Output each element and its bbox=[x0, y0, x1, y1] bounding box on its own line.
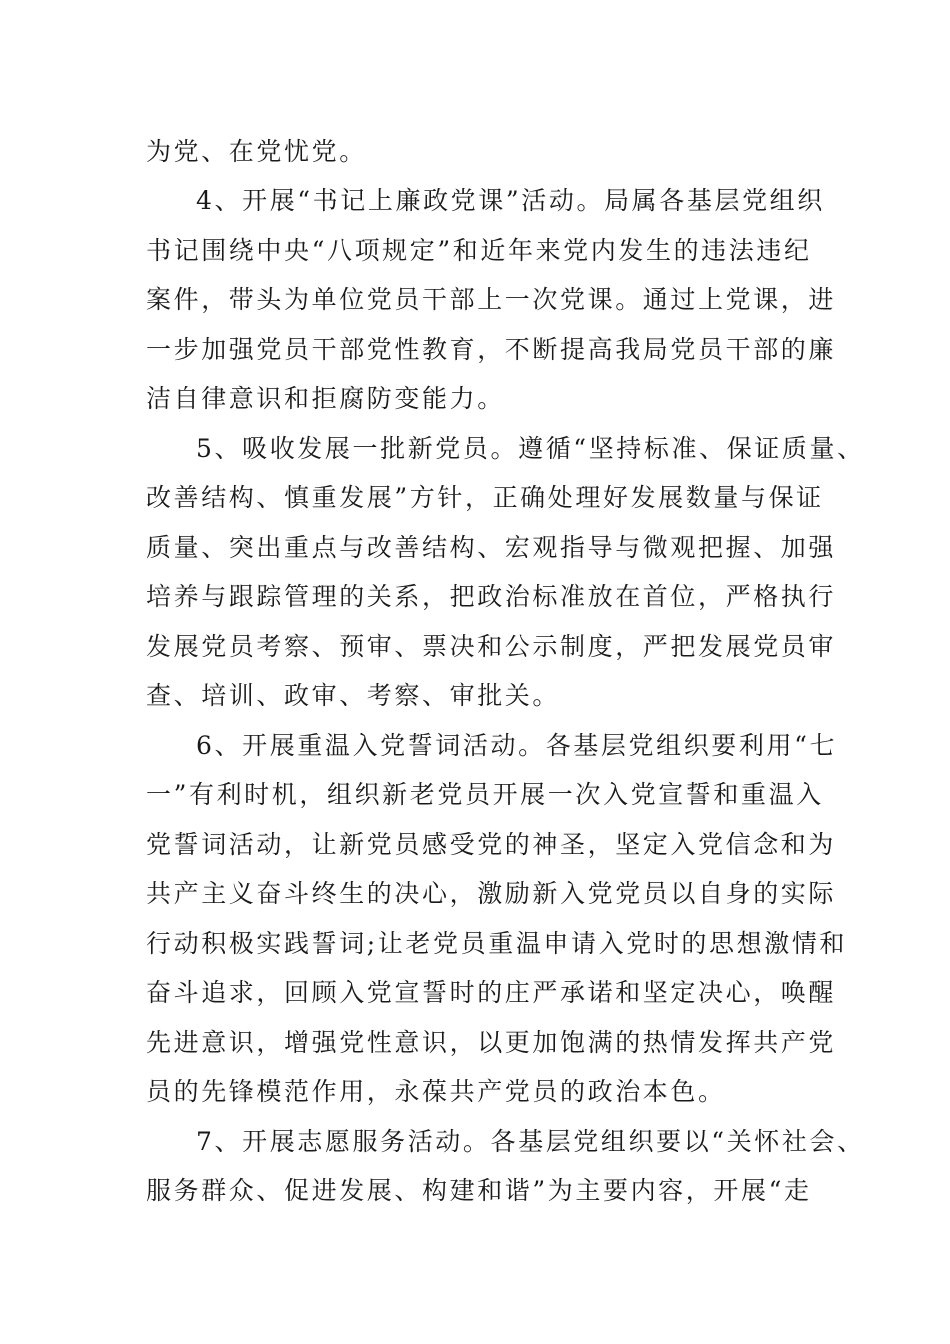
text-line: 行动积极实践誓词;让老党员重温申请入党时的思想激情和 bbox=[146, 929, 848, 958]
text-line: 共产主义奋斗终生的决心，激励新入党党员以自身的实际 bbox=[146, 879, 837, 908]
text-line: 查、培训、政审、考察、审批关。 bbox=[146, 681, 561, 710]
paragraph-6-first-line: 6、开展重温入党誓词活动。各基层党组织要利用“七 bbox=[196, 731, 838, 760]
text-line: 先进意识，增强党性意识，以更加饱满的热情发挥共产党 bbox=[146, 1028, 837, 1057]
paragraph-5-first-line: 5、吸收发展一批新党员。遵循“坚持标准、保证质量、 bbox=[196, 434, 865, 463]
text-line: 党誓词活动，让新党员感受党的神圣，坚定入党信念和为 bbox=[146, 830, 837, 859]
text-line: 发展党员考察、预审、票决和公示制度，严把发展党员审 bbox=[146, 632, 837, 661]
paragraph-7-first-line: 7、开展志愿服务活动。各基层党组织要以“关怀社会、 bbox=[196, 1127, 865, 1156]
text-line: 服务群众、促进发展、构建和谐”为主要内容，开展“走 bbox=[146, 1176, 812, 1205]
text-line: 奋斗追求，回顾入党宣誓时的庄严承诺和坚定决心，唤醒 bbox=[146, 978, 837, 1007]
text-line: 书记围绕中央“八项规定”和近年来党内发生的违法违纪 bbox=[146, 236, 812, 265]
text-line: 员的先锋模范作用，永葆共产党员的政治本色。 bbox=[146, 1077, 726, 1106]
text-line: 质量、突出重点与改善结构、宏观指导与微观把握、加强 bbox=[146, 533, 837, 562]
text-line: 案件，带头为单位党员干部上一次党课。通过上党课，进 bbox=[146, 285, 837, 314]
text-line: 一”有利时机，组织新老党员开展一次入党宣誓和重温入 bbox=[146, 780, 824, 809]
text-line: 培养与跟踪管理的关系，把政治标准放在首位，严格执行 bbox=[146, 582, 837, 611]
text-line: 洁自律意识和拒腐防变能力。 bbox=[146, 384, 505, 413]
text-line: 为党、在党忧党。 bbox=[146, 137, 367, 166]
paragraph-4-first-line: 4、开展“书记上廉政党课”活动。局属各基层党组织 bbox=[196, 186, 825, 215]
text-line: 改善结构、慎重发展”方针，正确处理好发展数量与保证 bbox=[146, 483, 824, 512]
text-line: 一步加强党员干部党性教育，不断提高我局党员干部的廉 bbox=[146, 335, 837, 364]
